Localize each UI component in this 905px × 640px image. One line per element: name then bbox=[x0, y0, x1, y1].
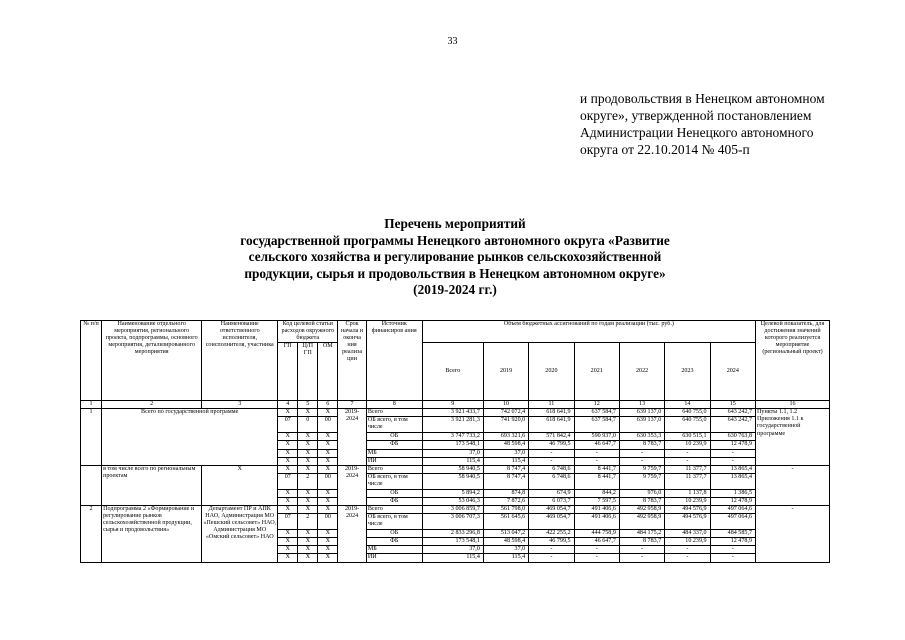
code-gp-cell: 07 bbox=[278, 473, 298, 489]
value-cell: 674,9 bbox=[529, 489, 574, 497]
value-cell: 742 072,4 bbox=[483, 409, 528, 417]
value-cell: 497 064,6 bbox=[710, 514, 755, 530]
code-cp-cell: Х bbox=[298, 433, 318, 441]
value-cell: 8 441,7 bbox=[574, 473, 619, 489]
value-cell: 10 239,9 bbox=[665, 497, 710, 505]
value-cell: - bbox=[529, 554, 574, 562]
value-cell: 10 239,9 bbox=[665, 538, 710, 546]
header-volume: Объем бюджетных ассигнований по годам реализации (тыс. руб.) bbox=[422, 321, 755, 343]
value-cell: 422 255,2 bbox=[529, 530, 574, 538]
value-cell: - bbox=[574, 546, 619, 554]
row-number: 1 bbox=[81, 409, 102, 465]
value-cell: 571 842,4 bbox=[529, 433, 574, 441]
measure-name: Подпрограмма 2 «Формирование и регулирование рынков сельскохозяйственной продукции, сырья и продовольствия» bbox=[102, 506, 202, 562]
value-cell: 492 958,9 bbox=[619, 514, 664, 530]
code-om-cell: Х bbox=[318, 433, 338, 441]
code-gp-cell: 07 bbox=[278, 417, 298, 433]
column-number: 14 bbox=[665, 401, 710, 409]
code-gp-cell: Х bbox=[278, 409, 298, 417]
value-cell: 484 175,2 bbox=[619, 530, 664, 538]
value-cell: 37,0 bbox=[422, 546, 483, 554]
code-cp-cell: 2 bbox=[298, 514, 318, 530]
source-cell: ФБ bbox=[366, 538, 422, 546]
value-cell: 637 584,7 bbox=[574, 417, 619, 433]
value-cell: 3 747 733,2 bbox=[422, 433, 483, 441]
header-name: Наименование отдельного мероприятия, регионального проекта, подпрограммы, основного мероприятия, детализированного мероприятия bbox=[102, 321, 202, 401]
value-cell: 590 937,0 bbox=[574, 433, 619, 441]
code-gp-cell: Х bbox=[278, 497, 298, 505]
header-num: № п/п bbox=[81, 321, 102, 401]
source-cell: МБ bbox=[366, 449, 422, 457]
value-cell: 173 548,1 bbox=[422, 441, 483, 449]
value-cell: 48 598,4 bbox=[483, 441, 528, 449]
header-code-om: ОМ bbox=[318, 343, 338, 401]
value-cell: - bbox=[619, 554, 664, 562]
value-cell: 115,4 bbox=[422, 554, 483, 562]
executor-cell: Департамент ПР и АПК НАО, Администрация МО «Пешский сельсовет» НАО, Администрация МО «Омский сельсовет» НАО bbox=[202, 506, 278, 562]
code-om-cell: Х bbox=[318, 506, 338, 514]
value-cell: 46 647,7 bbox=[574, 538, 619, 546]
code-gp-cell: Х bbox=[278, 433, 298, 441]
header-year: 2022 bbox=[619, 343, 664, 401]
column-number-row bbox=[81, 401, 830, 409]
approval-line: округе», утвержденной постановлением bbox=[580, 108, 812, 123]
code-cp-cell: Х bbox=[298, 465, 318, 473]
title-line: (2019-2024 гг.) bbox=[413, 282, 497, 297]
value-cell: - bbox=[529, 457, 574, 465]
source-cell: ОБ bbox=[366, 489, 422, 497]
value-cell: 115,4 bbox=[422, 457, 483, 465]
value-cell: - bbox=[710, 457, 755, 465]
value-cell: - bbox=[665, 546, 710, 554]
code-om-cell: Х bbox=[318, 489, 338, 497]
column-number: 8 bbox=[366, 401, 422, 409]
code-gp-cell: Х bbox=[278, 449, 298, 457]
code-om-cell: Х bbox=[318, 538, 338, 546]
value-cell: 618 641,9 bbox=[529, 409, 574, 417]
value-cell: - bbox=[529, 449, 574, 457]
column-number: 2 bbox=[102, 401, 202, 409]
value-cell: 491 406,6 bbox=[574, 506, 619, 514]
column-number: 10 bbox=[483, 401, 528, 409]
value-cell: - bbox=[619, 457, 664, 465]
approval-line: и продовольствия в Ненецком автономном bbox=[580, 91, 825, 106]
code-om-cell: Х bbox=[318, 554, 338, 562]
code-gp-cell: Х bbox=[278, 538, 298, 546]
value-cell: 561 645,6 bbox=[483, 514, 528, 530]
document-title bbox=[215, 216, 695, 299]
value-cell: 874,8 bbox=[483, 489, 528, 497]
source-cell: ФБ bbox=[366, 441, 422, 449]
term-cell: 2019-2024 bbox=[338, 409, 366, 465]
code-cp-cell: Х bbox=[298, 506, 318, 514]
code-cp-cell: 2 bbox=[298, 473, 318, 489]
value-cell: 484 585,7 bbox=[710, 530, 755, 538]
code-gp-cell: 07 bbox=[278, 514, 298, 530]
indicator-cell: - bbox=[756, 506, 830, 562]
code-cp-cell: 0 bbox=[298, 417, 318, 433]
code-om-cell: Х bbox=[318, 530, 338, 538]
measure-name: Всего по государственной программе bbox=[102, 409, 278, 465]
code-cp-cell: Х bbox=[298, 441, 318, 449]
value-cell: 46 799,5 bbox=[529, 441, 574, 449]
value-cell: 13 865,4 bbox=[710, 473, 755, 489]
value-cell: - bbox=[665, 449, 710, 457]
value-cell: 2 833 296,8 bbox=[422, 530, 483, 538]
value-cell: 497 064,6 bbox=[710, 506, 755, 514]
header-indicator: Целевой показатель, для достижения значений которого реализуется мероприятие (региональный проект) bbox=[756, 321, 830, 401]
value-cell: 37,0 bbox=[422, 449, 483, 457]
value-cell: 6 748,6 bbox=[529, 465, 574, 473]
code-gp-cell: Х bbox=[278, 554, 298, 562]
code-cp-cell: Х bbox=[298, 530, 318, 538]
header-executor: Наименование ответственного исполнителя, соисполнителя, участника bbox=[202, 321, 278, 401]
value-cell: 115,4 bbox=[483, 457, 528, 465]
value-cell: 693 321,6 bbox=[483, 433, 528, 441]
value-cell: - bbox=[619, 546, 664, 554]
value-cell: 492 958,9 bbox=[619, 506, 664, 514]
value-cell: 9 759,7 bbox=[619, 465, 664, 473]
value-cell: 13 865,4 bbox=[710, 465, 755, 473]
column-number: 4 bbox=[278, 401, 298, 409]
value-cell: 3 006 707,3 bbox=[422, 514, 483, 530]
approval-line: Администрации Ненецкого автономного bbox=[580, 125, 814, 140]
header-year: 2020 bbox=[529, 343, 574, 401]
value-cell: - bbox=[665, 457, 710, 465]
value-cell: 46 647,7 bbox=[574, 441, 619, 449]
code-om-cell: Х bbox=[318, 449, 338, 457]
row-number bbox=[81, 465, 102, 505]
term-cell: 2019-2024 bbox=[338, 506, 366, 562]
value-cell: 469 054,7 bbox=[529, 514, 574, 530]
value-cell: 643 242,7 bbox=[710, 409, 755, 417]
value-cell: - bbox=[574, 457, 619, 465]
indicator-cell: - bbox=[756, 465, 830, 505]
value-cell: 444 758,9 bbox=[574, 530, 619, 538]
value-cell: 12 478,9 bbox=[710, 538, 755, 546]
value-cell: 10 239,9 bbox=[665, 441, 710, 449]
value-cell: 48 598,4 bbox=[483, 538, 528, 546]
code-om-cell: 00 bbox=[318, 473, 338, 489]
column-number: 3 bbox=[202, 401, 278, 409]
value-cell: 976,0 bbox=[619, 489, 664, 497]
value-cell: - bbox=[529, 546, 574, 554]
column-number: 12 bbox=[574, 401, 619, 409]
source-cell: ФБ bbox=[366, 497, 422, 505]
value-cell: 58 940,5 bbox=[422, 465, 483, 473]
value-cell: 8 747,4 bbox=[483, 473, 528, 489]
measure-name: в том числе всего по региональным проектам bbox=[102, 465, 202, 505]
header-year: 2024 bbox=[710, 343, 755, 401]
value-cell: 484 337,0 bbox=[665, 530, 710, 538]
value-cell: 1 386,5 bbox=[710, 489, 755, 497]
title-line: Перечень мероприятий bbox=[384, 216, 526, 231]
code-gp-cell: Х bbox=[278, 489, 298, 497]
header-year: 2023 bbox=[665, 343, 710, 401]
value-cell: 630 353,3 bbox=[619, 433, 664, 441]
column-number: 15 bbox=[710, 401, 755, 409]
code-gp-cell: Х bbox=[278, 465, 298, 473]
row-number: 2 bbox=[81, 506, 102, 562]
source-cell: ИИ bbox=[366, 554, 422, 562]
header-year: 2021 bbox=[574, 343, 619, 401]
column-number: 13 bbox=[619, 401, 664, 409]
code-cp-cell: Х bbox=[298, 554, 318, 562]
value-cell: 643 242,7 bbox=[710, 417, 755, 433]
term-cell: 2019-2024 bbox=[338, 465, 366, 505]
value-cell: 3 921 281,3 bbox=[422, 417, 483, 433]
executor-cell: Х bbox=[202, 465, 278, 505]
code-cp-cell: Х bbox=[298, 449, 318, 457]
table-row bbox=[81, 465, 830, 473]
source-cell: ОБ всего, в том числе bbox=[366, 473, 422, 489]
value-cell: - bbox=[665, 554, 710, 562]
value-cell: 58 940,5 bbox=[422, 473, 483, 489]
value-cell: 639 137,0 bbox=[619, 417, 664, 433]
value-cell: 11 377,7 bbox=[665, 465, 710, 473]
code-om-cell: 00 bbox=[318, 417, 338, 433]
column-number: 6 bbox=[318, 401, 338, 409]
source-cell: Всего bbox=[366, 506, 422, 514]
header-code-gp: ГП bbox=[278, 343, 298, 401]
value-cell: 8 783,7 bbox=[619, 497, 664, 505]
column-number: 5 bbox=[298, 401, 318, 409]
column-number: 9 bbox=[422, 401, 483, 409]
value-cell: 639 137,0 bbox=[619, 409, 664, 417]
code-gp-cell: Х bbox=[278, 457, 298, 465]
value-cell: 8 783,7 bbox=[619, 441, 664, 449]
value-cell: 513 047,2 bbox=[483, 530, 528, 538]
value-cell: 640 755,0 bbox=[665, 417, 710, 433]
value-cell: - bbox=[710, 449, 755, 457]
code-cp-cell: Х bbox=[298, 457, 318, 465]
value-cell: 7 597,5 bbox=[574, 497, 619, 505]
value-cell: 7 872,6 bbox=[483, 497, 528, 505]
value-cell: 1 137,8 bbox=[665, 489, 710, 497]
code-gp-cell: Х bbox=[278, 441, 298, 449]
code-cp-cell: Х bbox=[298, 546, 318, 554]
source-cell: ИИ bbox=[366, 457, 422, 465]
value-cell: 640 755,0 bbox=[665, 409, 710, 417]
approval-note bbox=[580, 90, 880, 158]
column-number: 7 bbox=[338, 401, 366, 409]
code-om-cell: Х bbox=[318, 497, 338, 505]
value-cell: 53 046,3 bbox=[422, 497, 483, 505]
value-cell: 494 576,9 bbox=[665, 506, 710, 514]
code-cp-cell: Х bbox=[298, 409, 318, 417]
source-cell: ОБ bbox=[366, 433, 422, 441]
value-cell: 3 921 433,7 bbox=[422, 409, 483, 417]
value-cell: 8 441,7 bbox=[574, 465, 619, 473]
value-cell: 630 515,1 bbox=[665, 433, 710, 441]
value-cell: 37,0 bbox=[483, 546, 528, 554]
column-number: 1 bbox=[81, 401, 102, 409]
value-cell: 491 406,6 bbox=[574, 514, 619, 530]
value-cell: 637 584,7 bbox=[574, 409, 619, 417]
value-cell: 844,2 bbox=[574, 489, 619, 497]
value-cell: 8 783,7 bbox=[619, 538, 664, 546]
value-cell: - bbox=[574, 554, 619, 562]
code-cp-cell: Х bbox=[298, 538, 318, 546]
table-row bbox=[81, 506, 830, 514]
value-cell: 37,0 bbox=[483, 449, 528, 457]
value-cell: 3 006 859,7 bbox=[422, 506, 483, 514]
code-cp-cell: Х bbox=[298, 489, 318, 497]
code-gp-cell: Х bbox=[278, 546, 298, 554]
code-om-cell: Х bbox=[318, 465, 338, 473]
header-code-cpgp: Ц/П ГП bbox=[298, 343, 318, 401]
value-cell: 5 894,2 bbox=[422, 489, 483, 497]
value-cell: 46 799,5 bbox=[529, 538, 574, 546]
value-cell: 494 576,9 bbox=[665, 514, 710, 530]
value-cell: - bbox=[710, 554, 755, 562]
approval-line: округа от 22.10.2014 № 405-п bbox=[580, 142, 750, 157]
code-cp-cell: Х bbox=[298, 497, 318, 505]
code-om-cell: Х bbox=[318, 457, 338, 465]
indicator-cell: Пункты 1.1, 1.2 Приложения 1.1 к государственной программе bbox=[756, 409, 830, 465]
value-cell: 469 054,7 bbox=[529, 506, 574, 514]
code-gp-cell: Х bbox=[278, 530, 298, 538]
value-cell: 115,4 bbox=[483, 554, 528, 562]
code-om-cell: 00 bbox=[318, 514, 338, 530]
code-om-cell: Х bbox=[318, 441, 338, 449]
source-cell: ОБ всего, в том числе bbox=[366, 514, 422, 530]
value-cell: 6 748,6 bbox=[529, 473, 574, 489]
header-total: Всего bbox=[422, 343, 483, 401]
source-cell: ОБ bbox=[366, 530, 422, 538]
header-source: Источник финансиров ания bbox=[366, 321, 422, 401]
header-term: Срок начала и оконча ния реализа ции bbox=[338, 321, 366, 401]
value-cell: - bbox=[574, 449, 619, 457]
header-year: 2019 bbox=[483, 343, 528, 401]
value-cell: 9 759,7 bbox=[619, 473, 664, 489]
title-line: государственной программы Ненецкого автономного округа «Развитие bbox=[240, 232, 670, 248]
value-cell: 11 377,7 bbox=[665, 473, 710, 489]
code-om-cell: Х bbox=[318, 409, 338, 417]
page-number: 33 bbox=[447, 36, 458, 47]
source-cell: ОБ всего, в том числе bbox=[366, 417, 422, 433]
value-cell: 561 798,0 bbox=[483, 506, 528, 514]
code-gp-cell: Х bbox=[278, 506, 298, 514]
table-row bbox=[81, 409, 830, 417]
value-cell: 173 548,1 bbox=[422, 538, 483, 546]
title-line: сельского хозяйства и регулирование рынков сельскохозяйственной bbox=[248, 249, 662, 264]
value-cell: 8 747,4 bbox=[483, 465, 528, 473]
column-number: 11 bbox=[529, 401, 574, 409]
value-cell: 12 478,9 bbox=[710, 441, 755, 449]
value-cell: 630 763,8 bbox=[710, 433, 755, 441]
value-cell: 6 073,7 bbox=[529, 497, 574, 505]
measures-table bbox=[80, 320, 830, 563]
source-cell: МБ bbox=[366, 546, 422, 554]
header-code: Код целевой статьи расходов окружного бюджета bbox=[278, 321, 338, 343]
source-cell: Всего bbox=[366, 409, 422, 417]
value-cell: 12 478,9 bbox=[710, 497, 755, 505]
code-om-cell: Х bbox=[318, 546, 338, 554]
value-cell: 618 641,9 bbox=[529, 417, 574, 433]
value-cell: - bbox=[710, 546, 755, 554]
value-cell: - bbox=[619, 449, 664, 457]
title-line: продукции, сырья и продовольствия в Ненецком автономном округе» bbox=[244, 265, 666, 281]
column-number: 16 bbox=[756, 401, 830, 409]
source-cell: Всего bbox=[366, 465, 422, 473]
value-cell: 741 920,0 bbox=[483, 417, 528, 433]
